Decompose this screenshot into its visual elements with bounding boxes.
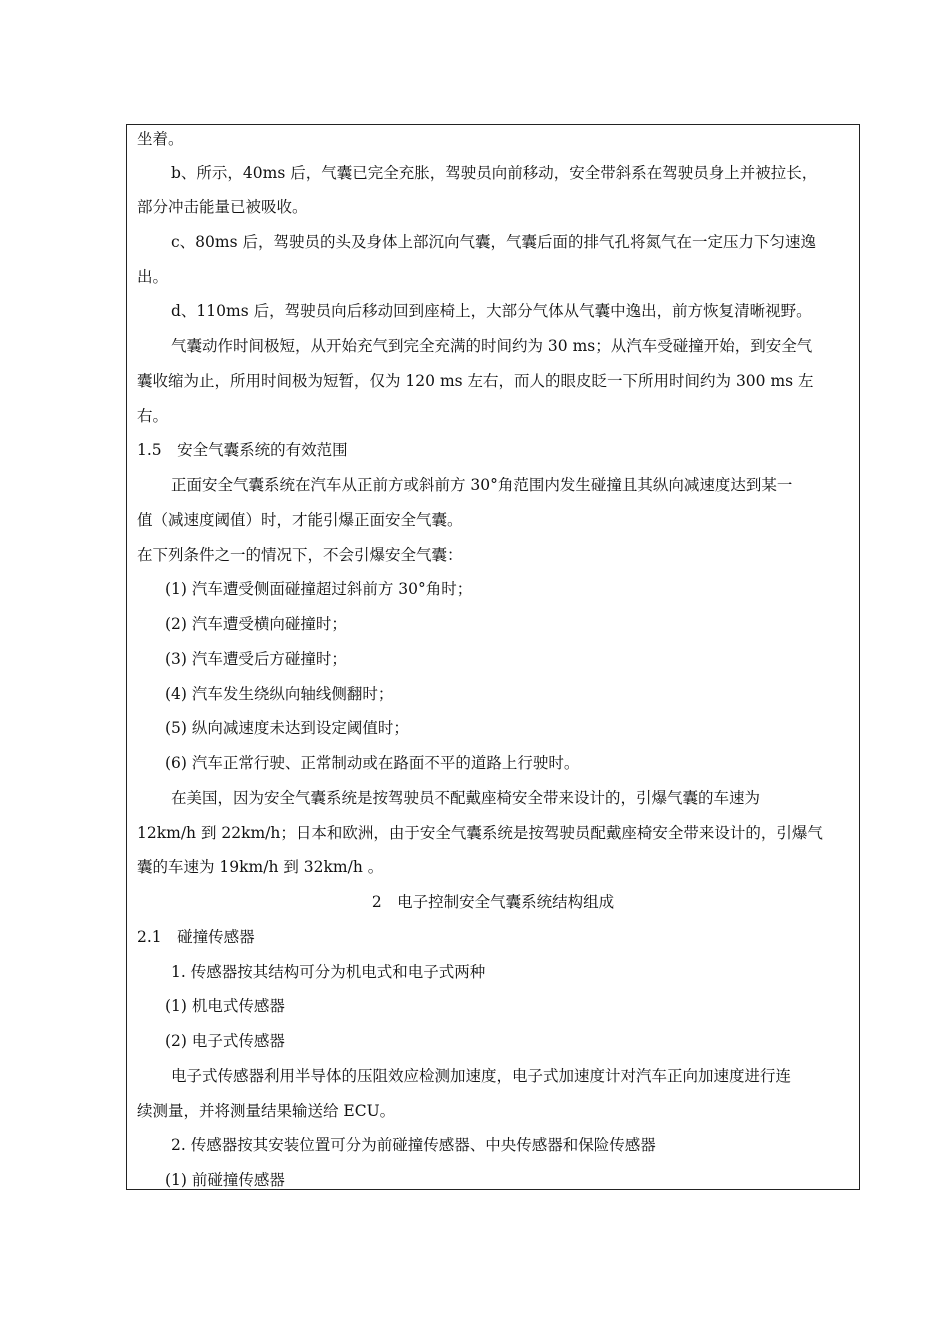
list-item: (3) 汽车遭受后方碰撞时； bbox=[165, 650, 347, 668]
list-item: (5) 纵向减速度未达到设定阈值时； bbox=[165, 719, 409, 737]
text-line: 在美国，因为安全气囊系统是按驾驶员不配戴座椅安全带来设计的，引爆气囊的车速为 bbox=[171, 789, 761, 807]
text-line: 坐着。 bbox=[137, 130, 184, 148]
text-line: 续测量，并将测量结果输送给 ECU。 bbox=[137, 1102, 396, 1120]
list-item: (1) 机电式传感器 bbox=[165, 997, 285, 1015]
text-line: 2. 传感器按其安装位置可分为前碰撞传感器、中央传感器和保险传感器 bbox=[171, 1136, 656, 1154]
text-line: 正面安全气囊系统在汽车从正前方或斜前方 30°角范围内发生碰撞且其纵向减速度达到某一 bbox=[171, 476, 793, 494]
section-heading: 1.5 安全气囊系统的有效范围 bbox=[137, 441, 348, 459]
text-line: 右。 bbox=[137, 407, 169, 425]
list-item: (6) 汽车正常行驶、正常制动或在路面不平的道路上行驶时。 bbox=[165, 754, 580, 772]
text-line: 部分冲击能量已被吸收。 bbox=[137, 198, 308, 216]
list-item: (1) 汽车遭受侧面碰撞超过斜前方 30°角时； bbox=[165, 580, 473, 598]
list-item: (4) 汽车发生绕纵向轴线侧翻时； bbox=[165, 685, 394, 703]
list-item: (2) 汽车遭受横向碰撞时； bbox=[165, 615, 347, 633]
text-line: 值（减速度阈值）时，才能引爆正面安全气囊。 bbox=[137, 511, 463, 529]
section-heading: 2.1 碰撞传感器 bbox=[137, 928, 255, 946]
list-item: (2) 电子式传感器 bbox=[165, 1032, 285, 1050]
text-line: 出。 bbox=[137, 268, 169, 286]
chapter-heading: 2 电子控制安全气囊系统结构组成 bbox=[371, 893, 615, 911]
list-item: (1) 前碰撞传感器 bbox=[165, 1171, 285, 1189]
text-line: 电子式传感器利用半导体的压阻效应检测加速度，电子式加速度计对汽车正向加速度进行连 bbox=[171, 1067, 792, 1085]
document-frame bbox=[126, 124, 860, 1190]
text-line: 囊收缩为止，所用时间极为短暂，仅为 120 ms 左右，而人的眼皮眨一下所用时间约为 300 ms 左 bbox=[137, 372, 814, 390]
text-line: 气囊动作时间极短，从开始充气到完全充满的时间约为 30 ms；从汽车受碰撞开始，到安全气 bbox=[171, 337, 813, 355]
text-line: d、110ms 后，驾驶员向后移动回到座椅上，大部分气体从气囊中逸出，前方恢复清晰视野。 bbox=[171, 302, 812, 320]
text-line: 12km/h 到 22km/h；日本和欧洲，由于安全气囊系统是按驾驶员配戴座椅安全带来设计的，引爆气 bbox=[137, 824, 823, 842]
text-line: 囊的车速为 19km/h 到 32km/h 。 bbox=[137, 858, 384, 876]
text-line: 在下列条件之一的情况下，不会引爆安全气囊： bbox=[137, 546, 463, 564]
text-line: 1. 传感器按其结构可分为机电式和电子式两种 bbox=[171, 963, 486, 981]
text-line: b、所示，40ms 后，气囊已完全充胀，驾驶员向前移动，安全带斜系在驾驶员身上并被拉长， bbox=[171, 164, 818, 182]
text-line: c、80ms 后，驾驶员的头及身体上部沉向气囊，气囊后面的排气孔将氮气在一定压力下匀速逸 bbox=[171, 233, 816, 251]
